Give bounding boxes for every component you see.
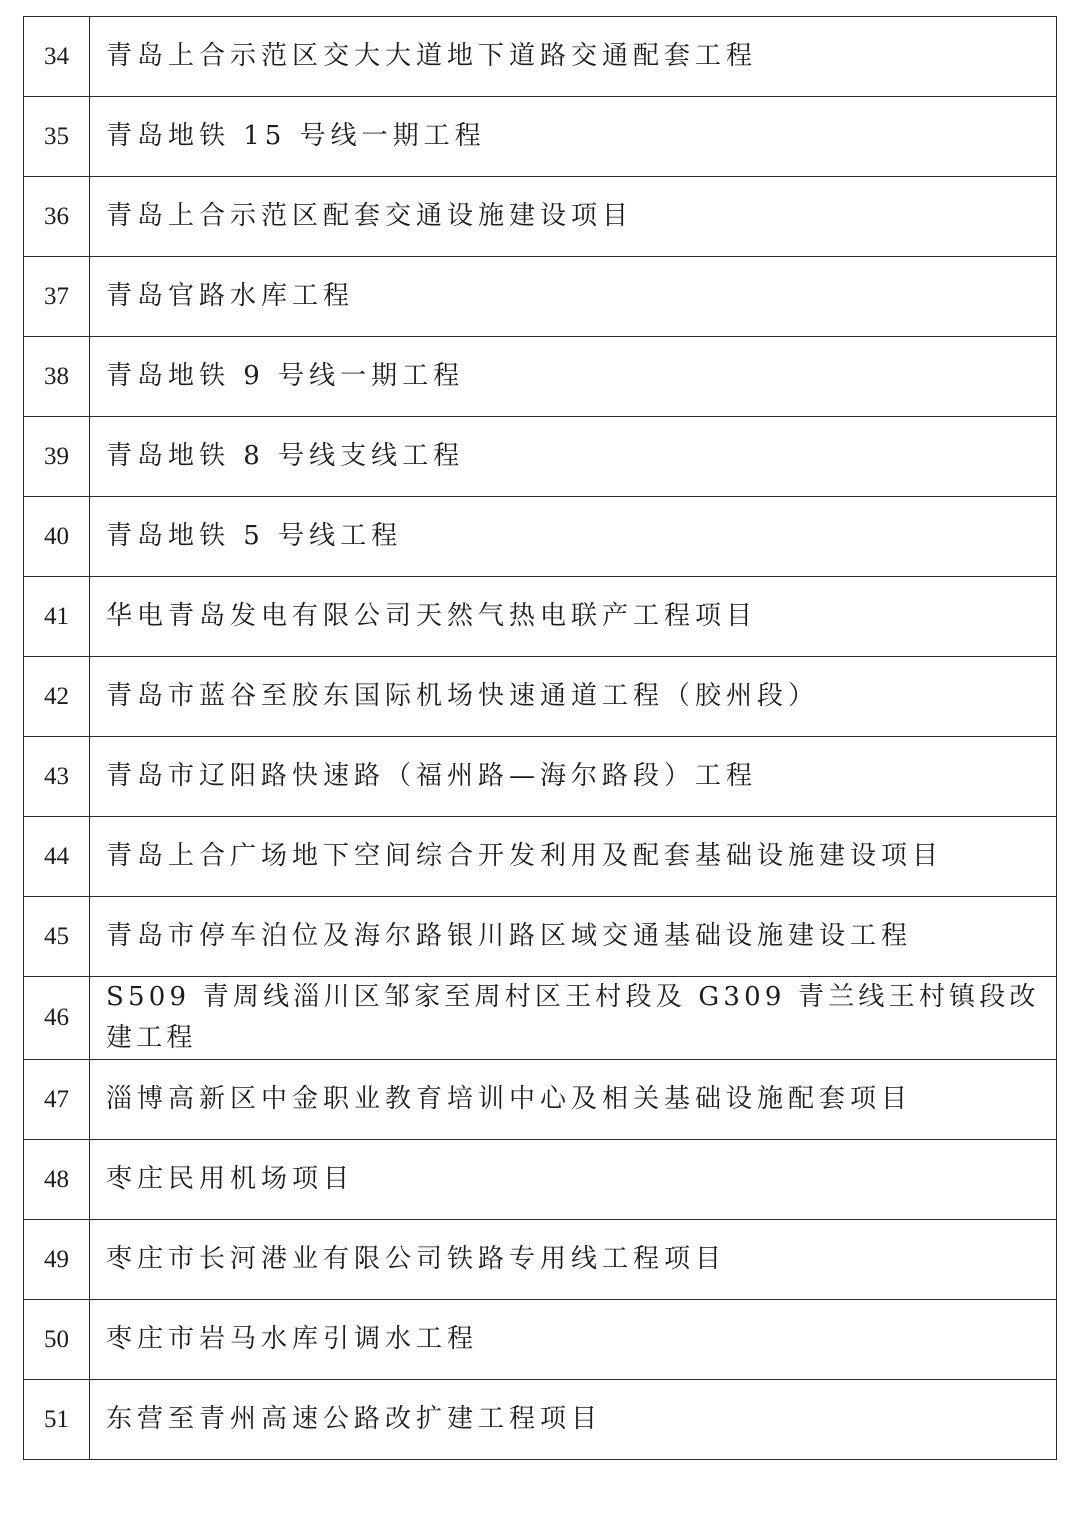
project-name: 青岛地铁 9 号线一期工程 <box>90 337 1057 417</box>
project-name: 青岛地铁 5 号线工程 <box>90 497 1057 577</box>
table-row <box>24 1060 1057 1140</box>
row-number: 36 <box>24 177 90 257</box>
table-row <box>24 1380 1057 1460</box>
row-number: 46 <box>24 977 90 1060</box>
row-number: 49 <box>24 1220 90 1300</box>
project-name: 青岛地铁 15 号线一期工程 <box>90 97 1057 177</box>
table-row <box>24 497 1057 577</box>
project-name: 华电青岛发电有限公司天然气热电联产工程项目 <box>90 577 1057 657</box>
table-row <box>24 1220 1057 1300</box>
row-number: 48 <box>24 1140 90 1220</box>
row-number: 44 <box>24 817 90 897</box>
row-number: 35 <box>24 97 90 177</box>
table-row <box>24 1300 1057 1380</box>
project-name: 青岛官路水库工程 <box>90 257 1057 337</box>
project-name: 淄博高新区中金职业教育培训中心及相关基础设施配套项目 <box>90 1060 1057 1140</box>
row-number: 45 <box>24 897 90 977</box>
project-name: 枣庄民用机场项目 <box>90 1140 1057 1220</box>
row-number: 43 <box>24 737 90 817</box>
table-row <box>24 17 1057 97</box>
table-row <box>24 737 1057 817</box>
row-number: 40 <box>24 497 90 577</box>
project-name: 东营至青州高速公路改扩建工程项目 <box>90 1380 1057 1460</box>
row-number: 38 <box>24 337 90 417</box>
row-number: 42 <box>24 657 90 737</box>
table-row <box>24 817 1057 897</box>
project-list-table <box>23 16 1057 1460</box>
table-row <box>24 657 1057 737</box>
table-row <box>24 97 1057 177</box>
table-row <box>24 177 1057 257</box>
row-number: 51 <box>24 1380 90 1460</box>
project-name: 青岛市停车泊位及海尔路银川路区域交通基础设施建设工程 <box>90 897 1057 977</box>
project-name: 青岛上合示范区配套交通设施建设项目 <box>90 177 1057 257</box>
table-row <box>24 257 1057 337</box>
project-name: 青岛市蓝谷至胶东国际机场快速通道工程（胶州段） <box>90 657 1057 737</box>
row-number: 39 <box>24 417 90 497</box>
project-name: 青岛地铁 8 号线支线工程 <box>90 417 1057 497</box>
table-row <box>24 1140 1057 1220</box>
project-name: 青岛市辽阳路快速路（福州路—海尔路段）工程 <box>90 737 1057 817</box>
project-name: 枣庄市长河港业有限公司铁路专用线工程项目 <box>90 1220 1057 1300</box>
row-number: 34 <box>24 17 90 97</box>
table-row <box>24 337 1057 417</box>
table-row <box>24 417 1057 497</box>
project-name: 枣庄市岩马水库引调水工程 <box>90 1300 1057 1380</box>
project-name: S509 青周线淄川区邹家至周村区王村段及 G309 青兰线王村镇段改建工程 <box>90 977 1057 1060</box>
project-name: 青岛上合广场地下空间综合开发利用及配套基础设施建设项目 <box>90 817 1057 897</box>
table-row <box>24 577 1057 657</box>
row-number: 37 <box>24 257 90 337</box>
row-number: 47 <box>24 1060 90 1140</box>
table-row <box>24 977 1057 1060</box>
row-number: 41 <box>24 577 90 657</box>
table-row <box>24 897 1057 977</box>
project-name: 青岛上合示范区交大大道地下道路交通配套工程 <box>90 17 1057 97</box>
row-number: 50 <box>24 1300 90 1380</box>
